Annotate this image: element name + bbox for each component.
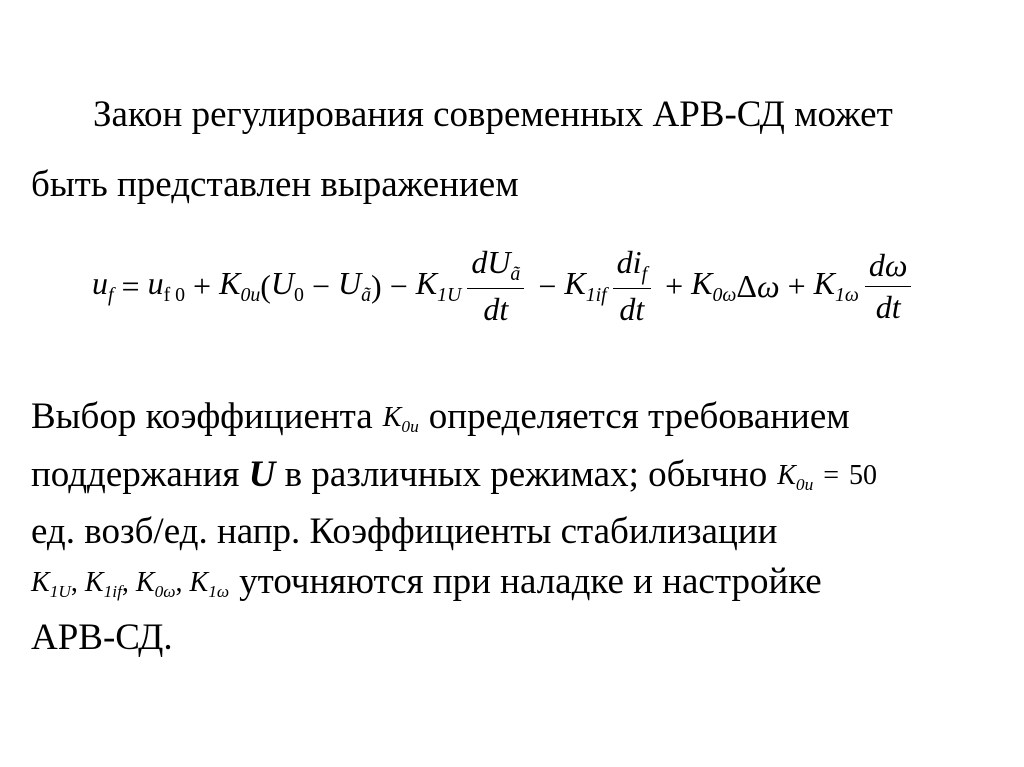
fraction-dif-dt: $\frac{di_f}{dt}$ [613,244,651,328]
term-u0: $U_0$ [270,265,304,306]
coefficient-k0u-value: $K_{0u} = 50$ [777,460,878,495]
paragraph-2-line-2: поддержания U в различных режимах; обычно $K_{0u} = 50$ [31,454,878,495]
minus-sign: − [311,267,330,304]
paragraph-2-line-1: Выбор коэффициента $K_{0u}$ определяется требованием [31,396,850,437]
term-k1u: $K_{1U}$ [415,265,462,306]
coefficient-k0u: $K_{0u}$ [382,402,419,437]
omega-symbol: ω [756,267,780,304]
term-uf0: $u_{f 0}$ [147,265,186,306]
term-k1if: $K_{1if}$ [564,265,607,306]
delta-symbol: Δ [736,267,757,304]
fraction-dw-dt: $\frac{d\omega}{dt}$ [865,247,912,326]
plus-sign: + [665,267,684,304]
paragraph-2-line-3: ед. возб/ед. напр. Коэффициенты стабилизации [31,511,778,552]
equals-sign: = [121,267,140,304]
paragraph-2-line-5: АРВ-СД. [31,617,173,658]
right-paren: ) [371,267,382,304]
minus-sign: − [389,267,408,304]
paragraph-2-line-4: $K_{1U}$, $K_{1if}$, $K_{0\omega}$, $K_{1\omega}$ уточняются при наладке и настройке [31,561,822,602]
paragraph-1-line-1: Закон регулирования современных АРВ-СД может [93,94,893,135]
term-k0u: $K_{0u}$ [219,265,261,306]
left-paren: ( [260,267,271,304]
regulation-law-equation [92,240,992,332]
minus-sign: − [538,267,557,304]
term-k0w: $K_{0\omega}$ [691,265,737,306]
term-uf: $u_f$ [92,265,114,306]
fraction-dug-dt: $\frac{dU_ã}{dt}$ [467,244,524,328]
stabilization-coefficients-list: $K_{1U}$, $K_{1if}$, $K_{0\omega}$, $K_{1\omega}$ [31,567,230,602]
plus-sign: + [787,267,806,304]
plus-sign: + [193,267,212,304]
voltage-symbol-u: U [248,454,276,495]
paragraph-1-line-2: быть представлен выражением [31,164,519,205]
term-k1w: $K_{1\omega}$ [813,265,859,306]
term-ug: $U_ã$ [338,265,372,306]
